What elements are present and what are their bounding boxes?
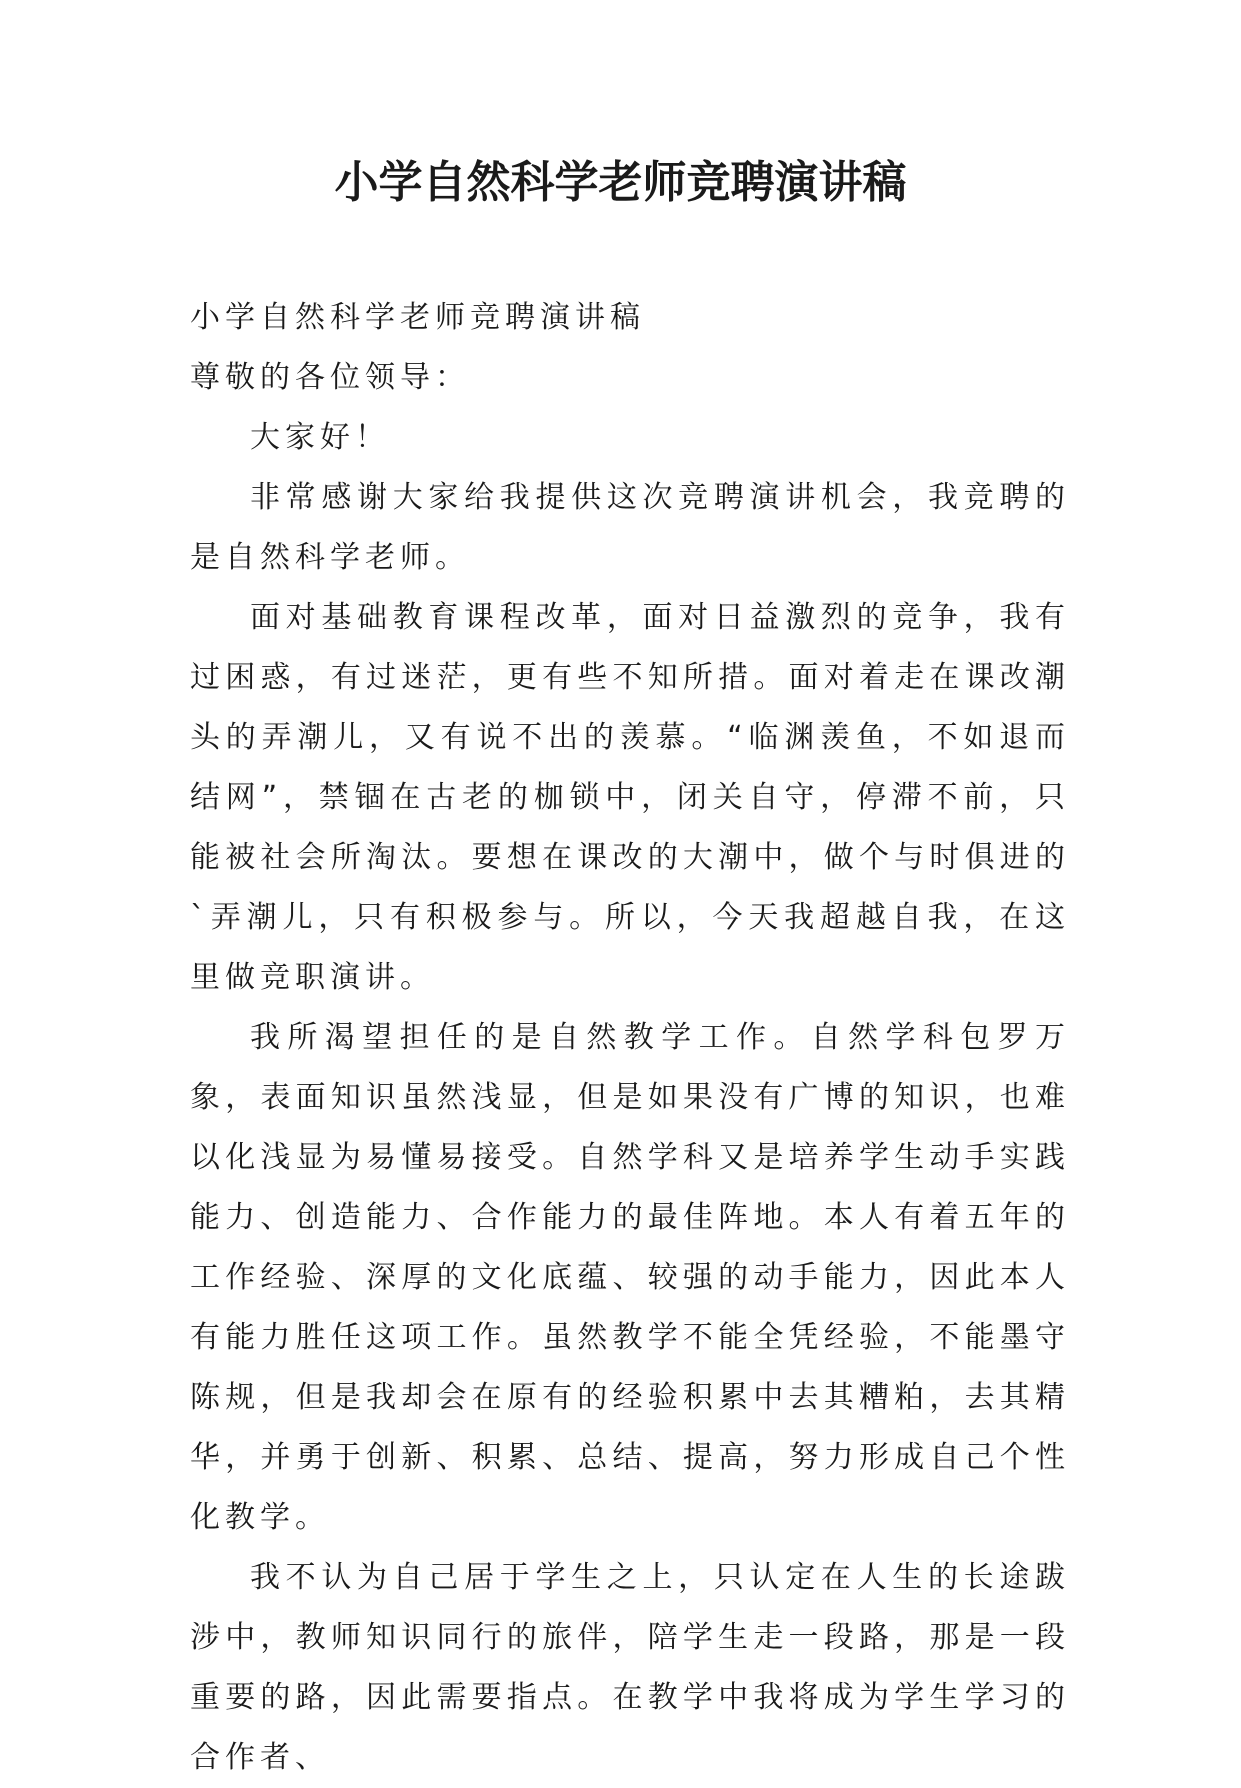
paragraph-heading-repeat: 小学自然科学老师竞聘演讲稿 bbox=[190, 300, 645, 335]
paragraph: 我所渴望担任的是自然教学工作。自然学科包罗万象，表面知识虽然浅显，但是如果没有广博的知识，也难以化浅显为易懂易接受。自然学科又是培养学生动手实践能力、创造能力、合作能力的最佳阵地。本人有着五年的工作经验、深厚的文化底蕴、较强的动手能力，因此本人有能力胜任这项工作。虽然教学不能全凭经验，不能墨守陈规，但是我却会在原有的经验积累中去其糟粕，去其精华，并勇于创新、积累、总结、提高，努力形成自己个性化教学。 bbox=[190, 1020, 1070, 1535]
paragraph-greeting: 大家好！ bbox=[250, 420, 390, 455]
paragraph: 我不认为自己居于学生之上，只认定在人生的长途跋涉中，教师知识同行的旅伴，陪学生走一段路，那是一段重要的路，因此需要指点。在教学中我将成为学生学习的合作者、 bbox=[190, 1560, 1070, 1775]
document-title: 小学自然科学老师竞聘演讲稿 bbox=[334, 157, 907, 208]
paragraph-salutation: 尊敬的各位领导： bbox=[190, 360, 470, 395]
document-body bbox=[190, 288, 1070, 1788]
paragraph: 非常感谢大家给我提供这次竞聘演讲机会，我竞聘的是自然科学老师。 bbox=[190, 480, 1070, 575]
paragraph: 面对基础教育课程改革，面对日益激烈的竞争，我有过困惑，有过迷茫，更有些不知所措。面对着走在课改潮头的弄潮儿，又有说不出的羡慕。“临渊羡鱼，不如退而结网”，禁锢在古老的枷锁中，闭关自守，停滞不前，只能被社会所淘汰。要想在课改的大潮中，做个与时俱进的`弄潮儿，只有积极参与。所以，今天我超越自我，在这里做竞职演讲。 bbox=[190, 600, 1070, 995]
